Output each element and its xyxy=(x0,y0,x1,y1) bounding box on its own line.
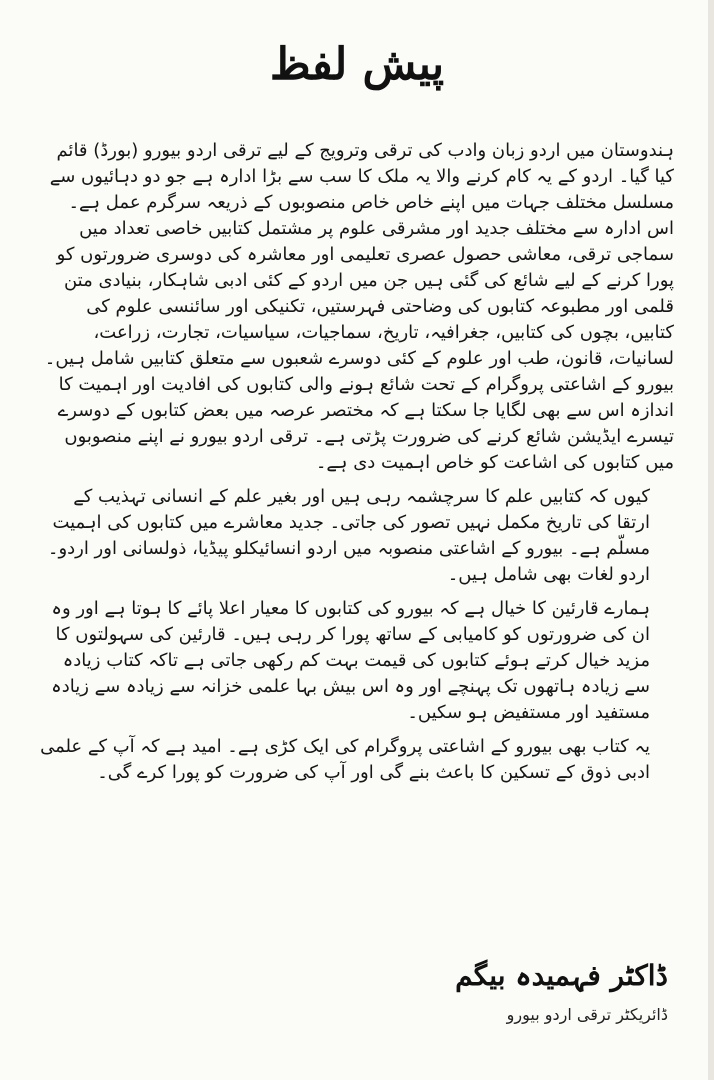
paragraph-4: یہ کتاب بھی بیورو کے اشاعتی پروگرام کی ایک کڑی ہے۔ امید ہے کہ آپ کے علمی ادبی ذوق کے تسکین کا باعث بنے گی اور آپ کی ضرورت کو پورا کرے گی۔ xyxy=(40,736,650,783)
signature-block xyxy=(248,952,668,1030)
paragraph-2: کیوں کہ کتابیں علم کا سرچشمہ رہی ہیں اور بغیر علم کے انسانی تہذیب کے ارتقا کی تاریخ مکمل نہیں تصور کی جاتی۔ جدید معاشرے میں کتابوں کی اہمیت مسلّم ہے۔ بیورو کے اشاعتی منصوبہ میں اردو انسائیکلو پیڈیا، ذولسانی اور اردو۔ اردو لغات بھی شامل ہیں۔ xyxy=(47,486,650,585)
signature-name: ڈاکٹر فہمیدہ بیگم xyxy=(455,959,668,992)
paragraph-1: ہندوستان میں اردو زبان وادب کی ترقی وترویج کے لیے ترقی اردو بیورو (بورڈ) قائم کیا گیا۔ اردو کے یہ کام کرنے والا یہ ملک کا سب سے بڑا ادارہ ہے جو دو دہائیوں سے مسلسل مختلف جہات میں اپنے خاص خاص منصوبوں کے ذریعہ سرگرم عمل ہے۔ اس ادارہ سے مختلف جدید اور مشرقی علوم پر مشتمل کتابیں خاصی تعداد میں سماجی ترقی، معاشی حصول عصری تعلیمی اور معاشرہ کی دوسری ضرورتوں کو پورا کرنے کے لیے شائع کی گئی ہیں جن میں اردو کے کئی ادبی شاہکار، بنیادی متن قلمی اور مطبوعہ کتابوں کی وضاحتی فہرستیں، تکنیکی اور سائنسی علوم کی کتابیں، بچوں کی کتابیں، جغرافیہ، تاریخ، سماجیات، سیاسیات، تجارت، زراعت، لسانیات، قانون، طب اور علوم کے کئی دوسرے شعبوں سے متعلق کتابیں شامل ہیں۔ بیورو کے اشاعتی پروگرام کے تحت شائع ہونے والی کتابوں کی افادیت اور اہمیت کا اندازہ اس سے بھی لگایا جا سکتا ہے کہ مختصر عرصہ میں بعض کتابوں کے دوسرے تیسرے ایڈیشن شائع کرنے کی ضرورت پڑتی ہے۔ ترقی اردو بیورو نے اپنے منصوبوں میں کتابوں کی اشاعت کو خاص اہمیت دی ہے۔ xyxy=(44,140,674,473)
signature-title: ڈائریکٹر ترقی اردو بیورو xyxy=(506,1005,668,1024)
document-body xyxy=(40,138,674,794)
paragraph-3: ہمارے قارئین کا خیال ہے کہ بیورو کی کتابوں کا معیار اعلا پائے کا ہوتا ہے اور وہ ان کی ضرورتوں کو کامیابی کے ساتھ پورا کر رہی ہیں۔ قارئین کی سہولتوں کا مزید خیال کرتے ہوئے کتابوں کی قیمت بہت کم رکھی جاتی ہے تاکہ کتاب زیادہ سے زیادہ ہاتھوں تک پہنچے اور وہ اس بیش بہا علمی خزانہ سے زیادہ سے زیادہ مستفید اور مستفیض ہو سکیں۔ xyxy=(51,598,650,723)
page-title: پیش لفظ xyxy=(269,39,445,90)
